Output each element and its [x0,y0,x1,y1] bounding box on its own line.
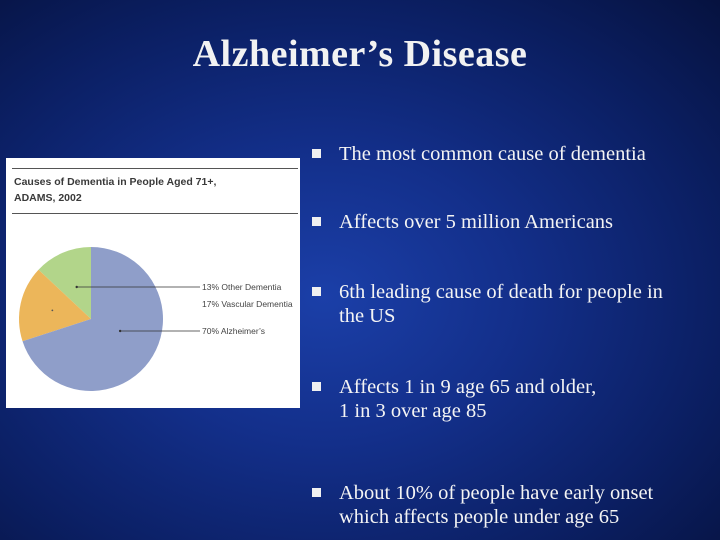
bullet-line-2: the US [339,305,396,327]
slide-title: Alzheimer’s Disease [192,33,528,75]
leader-dot [51,309,53,311]
leader-dot [119,330,121,332]
square-bullet-icon [312,149,321,158]
bullet-line-1: About 10% of people have early onset [339,482,654,504]
bullet-line-2: which affects people under age 65 [339,506,620,528]
square-bullet-icon [312,287,321,296]
chart-title-line-1: Causes of Dementia in People Aged 71+, [14,176,217,188]
bullet-line-1: Affects 1 in 9 age 65 and older, [339,376,597,398]
bullet-line-1: Affects over 5 million Americans [339,211,614,233]
pie-slice-label: 13% Other Dementia [202,282,282,292]
bullet-text [339,481,715,529]
bullet-text [339,375,715,423]
leader-dot [76,286,78,288]
pie-slice-label: 70% Alzheimer’s [202,326,265,336]
chart-title-line-2: ADAMS, 2002 [14,192,82,204]
square-bullet-icon [312,488,321,497]
square-bullet-icon [312,217,321,226]
pie-slice-label: 17% Vascular Dementia [202,299,293,309]
bullet-line-2: 1 in 3 over age 85 [339,400,487,422]
bullet-text [339,280,715,328]
pie-chart [6,158,300,408]
bullet-line-1: The most common cause of dementia [339,143,646,165]
square-bullet-icon [312,382,321,391]
bullet-text [339,142,715,166]
bullet-text [339,210,715,234]
bullet-line-1: 6th leading cause of death for people in [339,281,663,303]
dementia-chart-figure [6,158,300,408]
